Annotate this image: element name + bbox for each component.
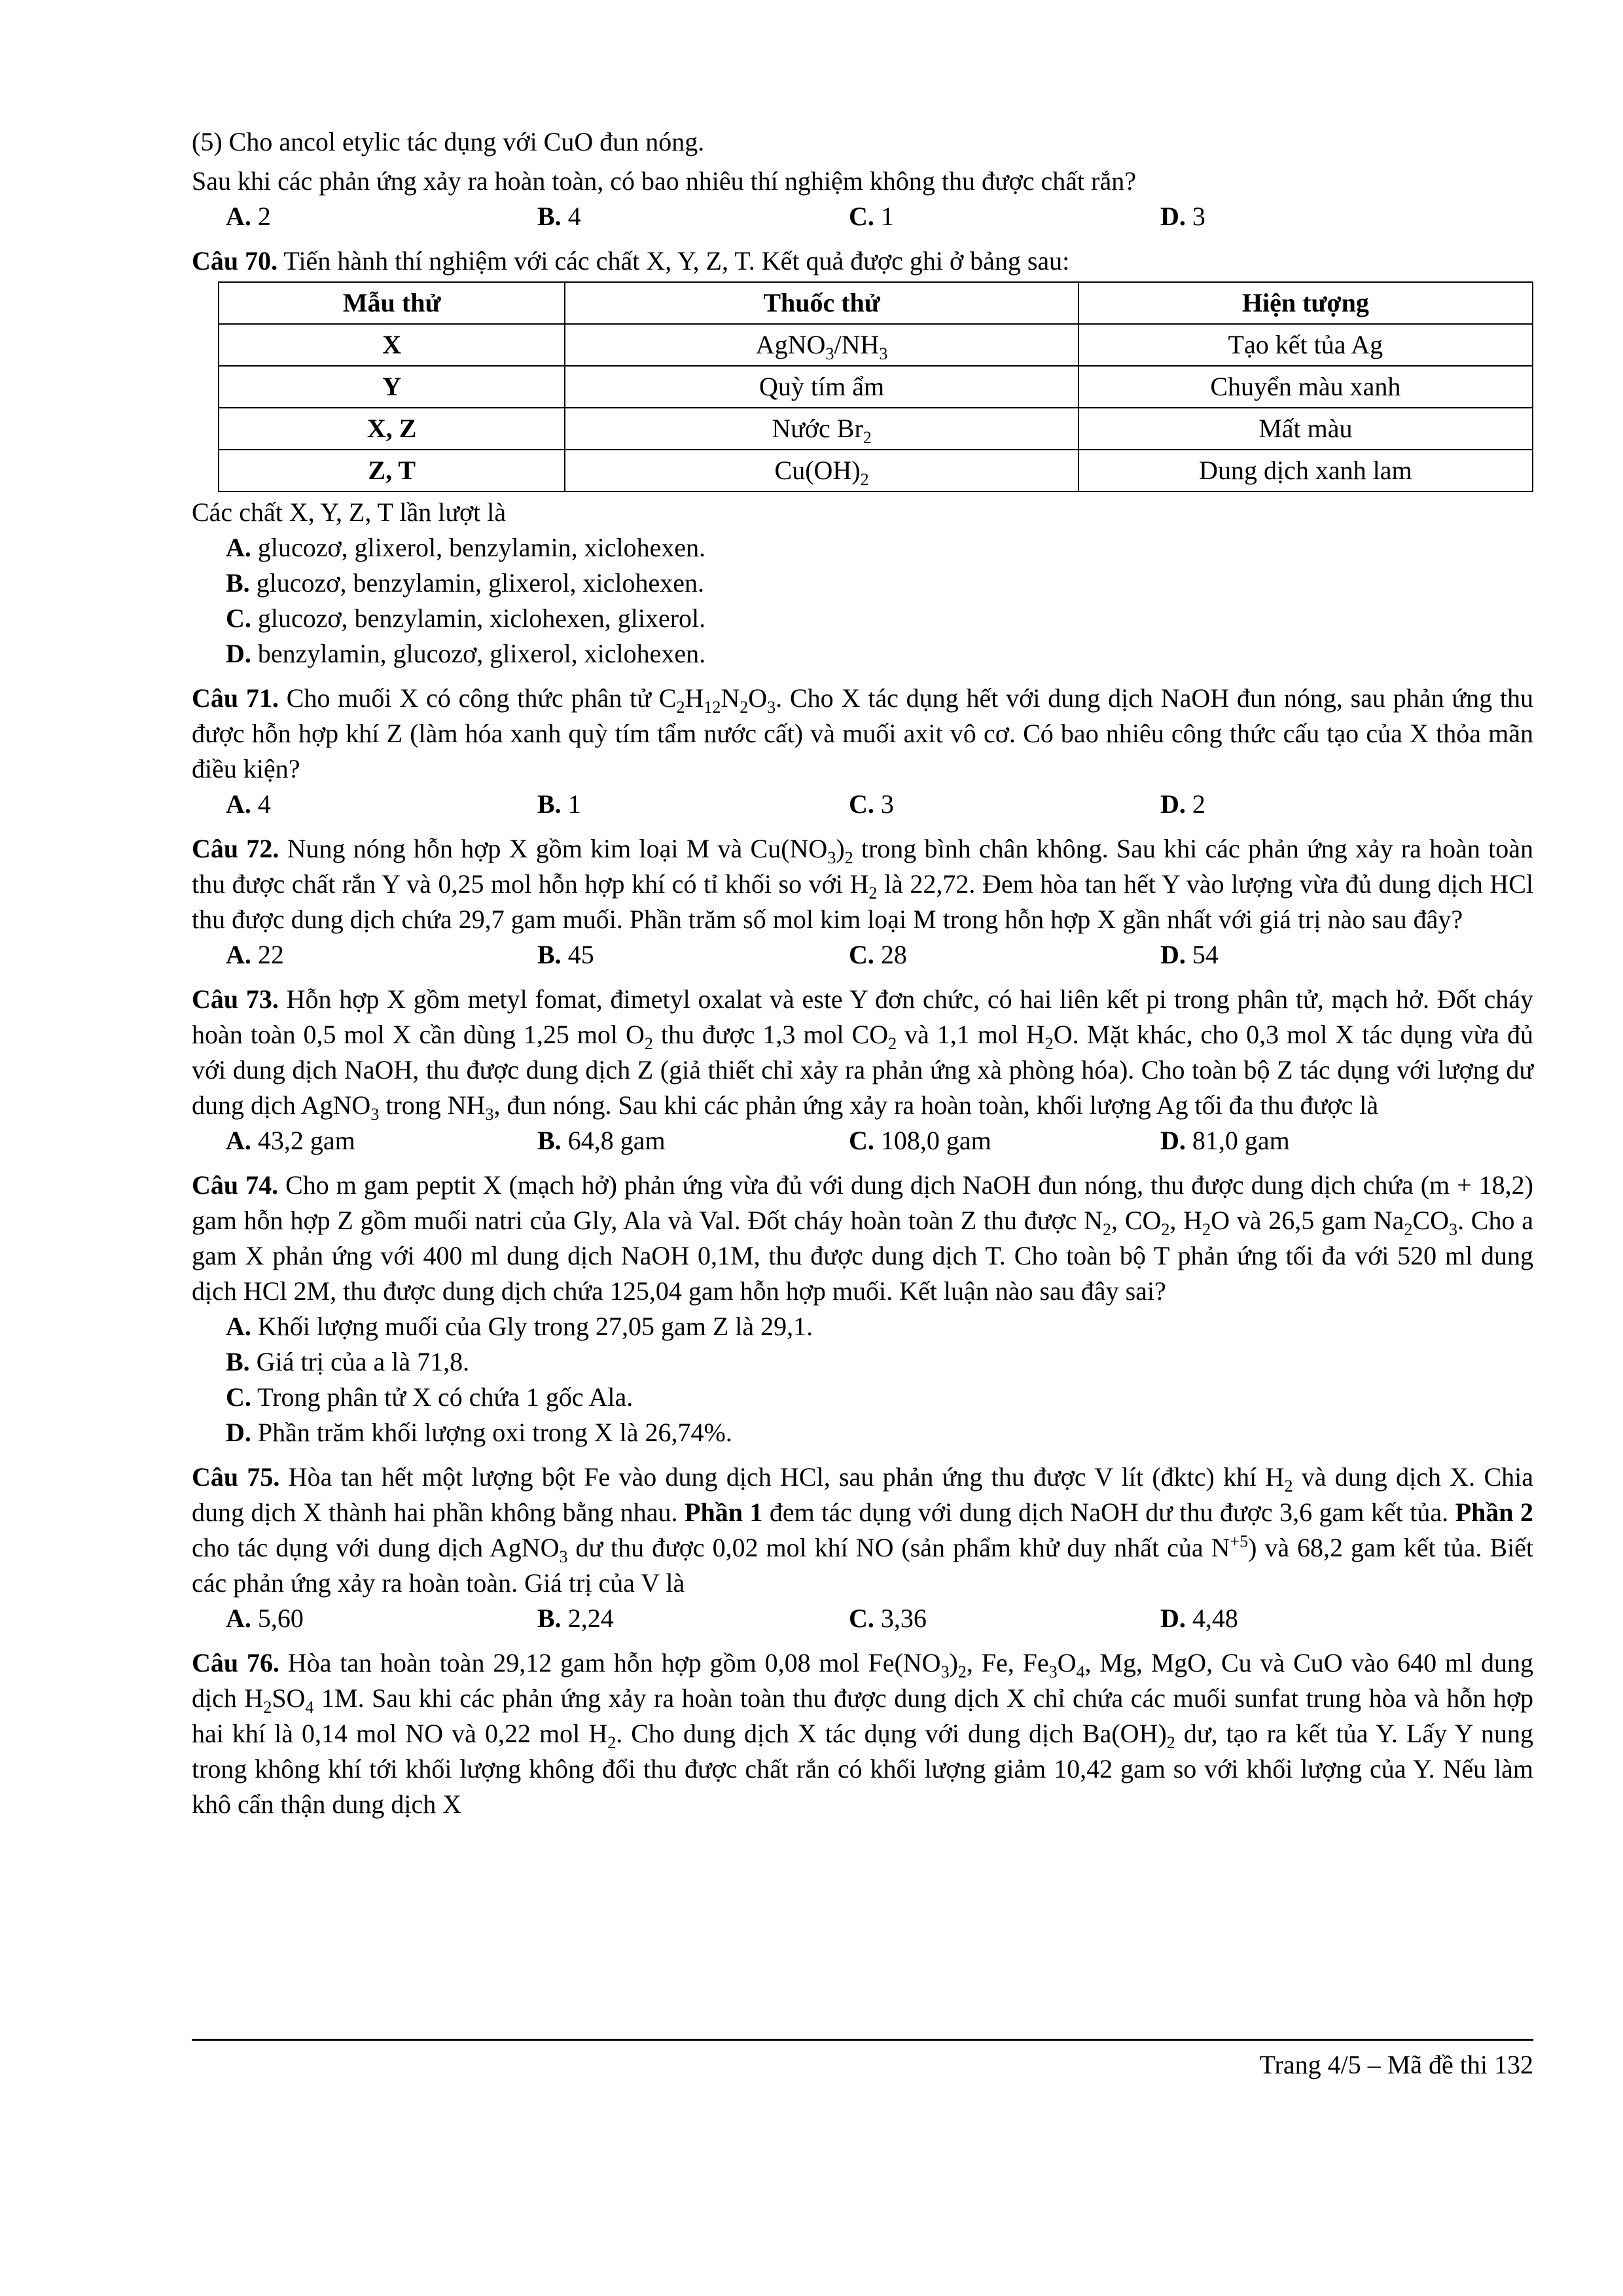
- q70-options: [192, 530, 1533, 672]
- table-row: [219, 366, 1533, 408]
- q71-option-b: B. 1: [537, 789, 581, 819]
- q71-option-d: D. 2: [1160, 789, 1205, 819]
- header-reagent: Thuốc thử: [565, 282, 1078, 324]
- q74-option-d: D. Phần trăm khối lượng oxi trong X là 26,74%.: [226, 1418, 732, 1447]
- q70-stem: Câu 70. Tiến hành thí nghiệm với các chất X, Y, Z, T. Kết quả được ghi ở bảng sau:: [192, 246, 1070, 276]
- q70-option-d: D. benzylamin, glucozơ, glixerol, xiclohexen.: [226, 639, 706, 668]
- q73-option-b: B. 64,8 gam: [537, 1126, 666, 1155]
- q70-option-b: B. glucozơ, benzylamin, glixerol, xiclohexen.: [226, 568, 704, 598]
- q71-stem: Câu 71. Cho muối X có công thức phân tử $C_2H_{12}N_2O_3$. Cho X tác dụng hết với dung dịch NaOH đun nóng, sau phản ứng thu được hỗn hợp khí Z (làm hóa xanh quỳ tím tẩm nước cất) và muối axit vô cơ. Có bao nhiêu công thức cấu tạo của X thỏa mãn điều kiện?: [192, 683, 1534, 783]
- q70-option-a: A. glucozơ, glixerol, benzylamin, xiclohexen.: [226, 533, 706, 562]
- q70-question: Các chất X, Y, Z, T lần lượt là: [192, 497, 507, 527]
- q72-option-d: D. 54: [1160, 940, 1219, 969]
- sample-cell: X, Z: [219, 408, 565, 450]
- q70-option-c: C. glucozơ, benzylamin, xiclohexen, glixerol.: [226, 603, 706, 633]
- q72-option-a: A. 22: [226, 940, 284, 969]
- table-row: [219, 408, 1533, 450]
- reagent-cell: $Cu(OH)_2$: [565, 450, 1078, 492]
- q70-table: [218, 281, 1533, 492]
- reagent-cell: Quỳ tím ẩm: [565, 366, 1078, 408]
- sample-cell: Y: [219, 366, 565, 408]
- q75-options: [226, 1601, 1533, 1636]
- table-row: [219, 450, 1533, 492]
- q69-option-b: B. 4: [537, 202, 581, 231]
- q69-item-5: (5) Cho ancol etylic tác dụng với CuO đun nóng.: [192, 127, 705, 156]
- q72-stem: Câu 72. Nung nóng hỗn hợp X gồm kim loại M và $Cu(NO_3)_2$ trong bình chân không. Sau khi các phản ứng xảy ra hoàn toàn thu được chất rắn Y và 0,25 mol hỗn hợp khí có tỉ khối so với $H_2$ là 22,72. Đem hòa tan hết Y vào lượng vừa đủ dung dịch HCl thu được dung dịch chứa 29,7 gam muối. Phần trăm số mol kim loại M trong hỗn hợp X gần nhất với giá trị nào sau đây?: [192, 834, 1534, 934]
- sample-cell: Z, T: [219, 450, 565, 492]
- q72-option-b: B. 45: [537, 940, 594, 969]
- q69-question: Sau khi các phản ứng xảy ra hoàn toàn, có bao nhiêu thí nghiệm không thu được chất rắn?: [192, 166, 1136, 196]
- exam-page: [192, 124, 1533, 1822]
- footer-divider: [192, 2039, 1533, 2041]
- q75-option-d: D. 4,48: [1160, 1604, 1238, 1633]
- q74-options: [192, 1309, 1533, 1450]
- q75-option-b: B. 2,24: [537, 1604, 614, 1633]
- q73-option-c: C. 108,0 gam: [849, 1126, 991, 1155]
- q75-option-c: C. 3,36: [849, 1604, 927, 1633]
- q73-option-a: A. 43,2 gam: [226, 1126, 355, 1155]
- header-result: Hiện tượng: [1079, 282, 1533, 324]
- q74-option-b: B. Giá trị của a là 71,8.: [226, 1347, 470, 1376]
- reagent-cell: Nước $Br_2$: [565, 408, 1078, 450]
- result-cell: Dung dịch xanh lam: [1079, 450, 1533, 492]
- q75-stem: Câu 75. Hòa tan hết một lượng bột Fe vào dung dịch HCl, sau phản ứng thu được V lít (đktc) khí $H_2$ và dung dịch X. Chia dung dịch X thành hai phần không bằng nhau. Phần 1 đem tác dụng với dung dịch NaOH dư thu được 3,6 gam kết tủa. Phần 2 cho tác dụng với dung dịch AgNO$_3$ dư thu được 0,02 mol khí NO (sản phẩm khử duy nhất của $N^{+5}$) và 68,2 gam kết tủa. Biết các phản ứng xảy ra hoàn toàn. Giá trị của V là: [192, 1462, 1533, 1598]
- q71-option-c: C. 3: [849, 789, 894, 819]
- q69-option-c: C. 1: [849, 202, 894, 231]
- q74-option-c: C. Trong phân tử X có chứa 1 gốc Ala.: [226, 1382, 633, 1412]
- table-row: [219, 324, 1533, 366]
- q72-options: [226, 937, 1533, 973]
- sample-cell: X: [219, 324, 565, 366]
- result-cell: Tạo kết tủa Ag: [1079, 324, 1533, 366]
- reagent-cell: $AgNO_3/NH_3$: [565, 324, 1078, 366]
- q73-stem: Câu 73. Hỗn hợp X gồm metyl fomat, đimetyl oxalat và este Y đơn chức, có hai liên kết pi trong phân tử, mạch hở. Đốt cháy hoàn toàn 0,5 mol X cần dùng 1,25 mol $O_2$ thu được 1,3 mol $CO_2$ và 1,1 mol $H_2O$. Mặt khác, cho 0,3 mol X tác dụng vừa đủ với dung dịch NaOH, thu được dung dịch Z (giả thiết chỉ xảy ra phản ứng xà phòng hóa). Cho toàn bộ Z tác dụng với lượng dư dung dịch AgNO$_3$ trong $NH_3$, đun nóng. Sau khi các phản ứng xảy ra hoàn toàn, khối lượng Ag tối đa thu được là: [192, 984, 1534, 1124]
- q71-options: [226, 787, 1533, 822]
- q69-option-a: A. 2: [226, 202, 271, 231]
- result-cell: Mất màu: [1079, 408, 1533, 450]
- header-sample: Mẫu thử: [219, 282, 565, 324]
- q73-options: [226, 1123, 1533, 1158]
- q74-option-a: A. Khối lượng muối của Gly trong 27,05 gam Z là 29,1.: [226, 1312, 813, 1341]
- q69-options: [226, 199, 1533, 234]
- page-footer: Trang 4/5 – Mã đề thi 132: [1259, 2050, 1533, 2079]
- q74-stem: Câu 74. Cho m gam peptit X (mạch hở) phản ứng vừa đủ với dung dịch NaOH đun nóng, thu được dung dịch chứa (m + 18,2) gam hỗn hợp Z gồm muối natri của Gly, Ala và Val. Đốt cháy hoàn toàn Z thu được $N_2$, $CO_2$, $H_2O$ và 26,5 gam $Na_2CO_3$. Cho a gam X phản ứng với 400 ml dung dịch NaOH 0,1M, thu được dung dịch T. Cho toàn bộ T phản ứng tối đa với 520 ml dung dịch HCl 2M, thu được dung dịch chứa 125,04 gam hỗn hợp muối. Kết luận nào sau đây sai?: [192, 1170, 1533, 1306]
- q69-option-d: D. 3: [1160, 202, 1205, 231]
- q75-option-a: A. 5,60: [226, 1604, 304, 1633]
- q73-option-d: D. 81,0 gam: [1160, 1126, 1290, 1155]
- q71-option-a: A. 4: [226, 789, 271, 819]
- q72-option-c: C. 28: [849, 940, 907, 969]
- q76-stem: Câu 76. Hòa tan hoàn toàn 29,12 gam hỗn hợp gồm 0,08 mol $Fe(NO_3)_2$, Fe, $Fe_3O_4$, Mg, MgO, Cu và CuO vào 640 ml dung dịch $H_2SO_4$ 1M. Sau khi các phản ứng xảy ra hoàn toàn thu được dung dịch X chỉ chứa các muối sunfat trung hòa và hỗn hợp hai khí là 0,14 mol NO và 0,22 mol $H_2$. Cho dung dịch X tác dụng với dung dịch $Ba(OH)_2$ dư, tạo ra kết tủa Y. Lấy Y nung trong không khí tới khối lượng không đổi thu được chất rắn có khối lượng giảm 10,42 gam so với khối lượng của Y. Nếu làm khô cẩn thận dung dịch X: [192, 1648, 1533, 1819]
- result-cell: Chuyển màu xanh: [1079, 366, 1533, 408]
- q70-table-header: [219, 282, 1533, 324]
